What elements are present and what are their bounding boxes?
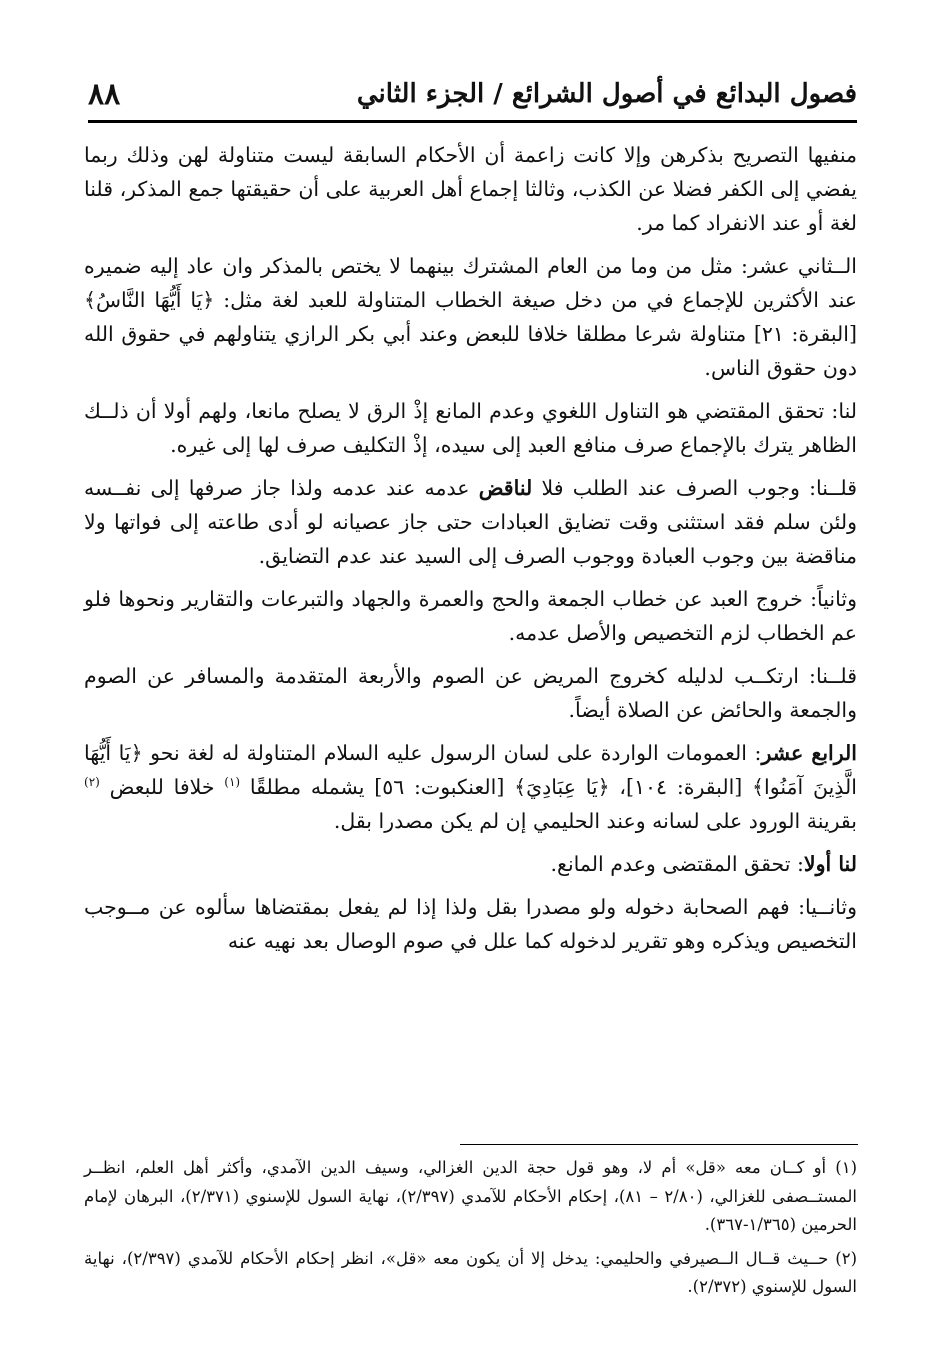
paragraph-9: وثانــيا: فهم الصحابة دخوله ولو مصدرا بقل ولذا إذا لم يفعل بمقتضاها سألوه عن مــوجب التخصيص ويذكره وهو تقرير لدخوله كما علل في صوم الوصال بعد نهيه عنه xyxy=(84,895,857,953)
paragraph-4-text-b: عدمه عند عدمه ولذا جاز صرفها إلى نفــسه ولئن سلم فقد استثنى وقت تضايق العبادات حتى جاز عصيانه لو أدى طاعته إلى فواتها ولا مناقضة بين وجوب العبادة ووجوب الصرف إلى السيد عند عدم التضايق. xyxy=(84,476,857,568)
header-divider xyxy=(88,120,857,123)
footnote-divider xyxy=(460,1144,858,1145)
running-header xyxy=(88,72,857,116)
paragraph-7-lead: الرابع عشر xyxy=(761,741,857,765)
paragraph-4 xyxy=(84,471,857,573)
paragraph-8-lead: لنا أولا xyxy=(803,852,857,876)
paragraph-7-text-b: خلافا للبعض xyxy=(109,775,225,799)
footnote-1: (١) أو كــان معه «قل» أم لا، وهو قول حجة الدين الغزالي، وسيف الدين الآمدي، وأكثر أهل العلم، انظــر المستــصفى للغزالي، (٢/٨٠ – ٨١)، إحكام الأحكام للآمدي (٢/٣٩٧)، نهاية السول للإسنوي (٢/٣٧١)، البرهان لإمام الحرمين (١/٣٦٥-٣٦٧). xyxy=(84,1158,857,1234)
book-title: فصول البدائع في أصول الشرائع / الجزء الثاني xyxy=(356,79,857,109)
paragraph-4-text-a: : وجوب الصرف عند الطلب فلا xyxy=(532,476,816,500)
footnote-2: (٢) حــيث قــال الــصيرفي والحليمي: يدخل إلا أن يكون معه «قل»، انظر إحكام الأحكام للآمدي (٢/٣٩٧)، نهاية السول للإسنوي (٢/٣٧٢). xyxy=(84,1248,858,1296)
paragraph-7 xyxy=(84,736,857,838)
footnote-ref-2[interactable]: (٢) xyxy=(84,775,100,790)
footnotes xyxy=(84,1154,857,1307)
paragraph-4-bold: لناقض xyxy=(478,476,533,500)
page-number: ٨٨ xyxy=(88,76,121,112)
paragraph-8-text: : تحقق المقتضى وعدم المانع. xyxy=(550,852,804,876)
main-text xyxy=(84,138,857,967)
paragraph-7-text-c: بقرينة الورود على لسانه وعند الحليمي إن لم يكن مصدرا بقل. xyxy=(333,809,857,833)
footnote-ref-1[interactable]: (١) xyxy=(224,775,241,790)
paragraph-8 xyxy=(84,847,857,881)
paragraph-7-text-a: : العمومات الواردة على لسان الرسول عليه السلام المتناولة له لغة نحو ﴿يَا أَيُّهَا الَّذِينَ آمَنُوا﴾ [البقرة: ١٠٤]، ﴿يَا عِبَادِيَ﴾ [العنكبوت: ٥٦] يشمله مطلقًا xyxy=(84,741,857,799)
paragraph-2: الــثاني عشر: مثل من وما من العام المشترك بينهما لا يختص بالمذكر وان عاد إليه ضميره عند الأكثرين للإجماع في من دخل صيغة الخطاب المتناولة للعبد لغة مثل: ﴿يَا أَيُّهَا النَّاسُ﴾ [البقرة: ٢١] متناولة شرعا مطلقا خلافا للبعض وعند أبي بكر الرازي يتناولهم في حقوق الله دون حقوق الناس. xyxy=(84,254,857,380)
paragraph-4-lead: قلــنا xyxy=(815,476,858,500)
paragraph-6: قلــنا: ارتكــب لدليله كخروج المريض عن الصوم والأربعة المتقدمة والمسافر عن الصوم والجمعة والحائض عن الصلاة أيضاً. xyxy=(84,664,857,722)
paragraph-3: لنا: تحقق المقتضي هو التناول اللغوي وعدم المانع إذْ الرق لا يصلح مانعا، ولهم أولا أن ذلــك الظاهر يترك بالإجماع صرف منافع العبد إلى سيده، إذْ التكليف صرف لها إلى غيره. xyxy=(84,399,857,457)
paragraph-1: منفيها التصريح بذكرهن وإلا كانت زاعمة أن الأحكام السابقة ليست متناولة لهن وذلك ربما يفضي إلى الكفر فضلا عن الكذب، وثالثا إجماع أهل العربية على أن حقيقتها جمع المذكر، قلنا لغة أو عند الانفراد كما مر. xyxy=(84,143,857,235)
paragraph-5: وثانياً: خروج العبد عن خطاب الجمعة والحج والعمرة والجهاد والتبرعات والتقارير ونحوها فلو عم الخطاب لزم التخصيص والأصل عدمه. xyxy=(84,587,857,645)
